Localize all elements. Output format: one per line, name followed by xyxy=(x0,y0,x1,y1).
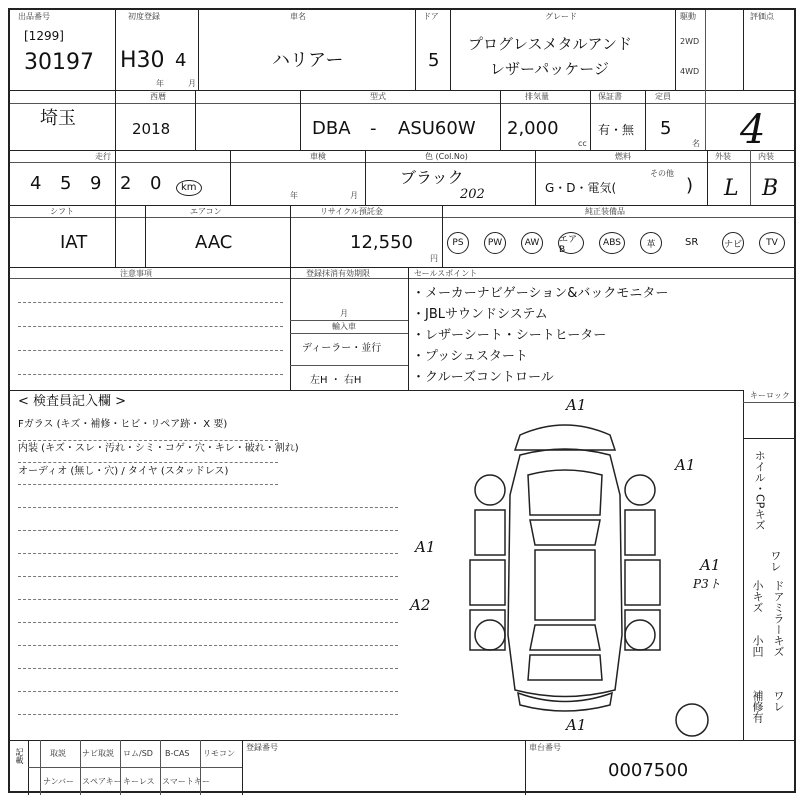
equipment-ps: PS xyxy=(447,232,469,254)
label-exterior: 外装 xyxy=(715,152,731,161)
label-katashiki: 型式 xyxy=(370,92,386,101)
recycle-fee: 12,550 xyxy=(350,232,413,253)
label-shift: シフト xyxy=(50,207,74,216)
inspection-interior: 内装 (キズ・スレ・汚れ・シミ・コゲ・穴・キレ・破れ・割れ) xyxy=(18,443,299,454)
footer-keyless: キーレス xyxy=(123,777,155,786)
label-keylock: キーロック xyxy=(750,391,790,400)
shift-type: IAT xyxy=(60,232,88,253)
equipment-leather: 革 xyxy=(640,232,662,254)
damage-mark: A2 xyxy=(410,596,431,614)
label-drive: 駆動 xyxy=(680,12,696,21)
sales-point-item: ・クルーズコントロール xyxy=(412,370,554,385)
damage-mark: A1 xyxy=(415,538,436,556)
aircon-type: AAC xyxy=(195,232,233,253)
lot-bracket: [1299] xyxy=(24,29,64,43)
chassis-number: 0007500 xyxy=(608,760,689,781)
fuel-close: ) xyxy=(686,175,694,196)
grade-line1: プログレスメタルアンド xyxy=(468,35,632,53)
region: 埼玉 xyxy=(40,108,76,129)
grade-line2: レザーパッケージ xyxy=(490,60,609,78)
label-first-reg: 初度登録 xyxy=(128,12,160,21)
label-sales-points: セールスポイント xyxy=(414,269,478,278)
lot-number: 30197 xyxy=(24,50,94,75)
color-name: ブラック xyxy=(400,168,464,187)
legend-mirror: ドアミラーキズ xyxy=(772,580,785,657)
equipment-navi: ナビ xyxy=(722,232,744,254)
label-eval: 評価点 xyxy=(750,12,774,21)
eval-score: 4 xyxy=(740,107,766,153)
damage-mark: A1 xyxy=(566,396,587,414)
label-seireki: 西暦 xyxy=(150,92,166,101)
sales-point-item: ・プッシュスタート xyxy=(412,349,528,364)
shaken-nen: 年 xyxy=(290,191,298,200)
equipment-abs: ABS xyxy=(599,232,625,254)
mileage-digit: 4 xyxy=(30,173,42,194)
import-hand: 左H ・ 右H xyxy=(310,375,362,386)
label-displacement: 排気量 xyxy=(525,92,549,101)
fuel-type: G・D・電気( xyxy=(545,181,617,195)
capacity: 5 xyxy=(660,118,672,139)
label-shaken: 車検 xyxy=(310,152,326,161)
model-code: ASU60W xyxy=(398,118,476,139)
equipment-airbag: エアB xyxy=(558,232,584,254)
sales-point-item: ・レザーシート・シートヒーター xyxy=(412,328,607,343)
inspection-fglass: Fガラス (キズ・補修・ヒビ・リペア跡・ X 要) xyxy=(18,419,228,430)
model-year: 2018 xyxy=(132,120,171,138)
label-equipment: 純正装備品 xyxy=(585,207,625,216)
model-prefix: DBA xyxy=(312,118,351,139)
footer-smart-key: スマートキー xyxy=(162,777,210,786)
equipment-aw: AW xyxy=(521,232,543,254)
mileage-digit: 2 xyxy=(120,173,132,194)
exterior-grade: L xyxy=(724,176,739,201)
interior-grade: B xyxy=(762,176,779,201)
model-dash: - xyxy=(370,118,377,139)
drive-4wd: 4WD xyxy=(680,67,700,76)
displacement: 2,000 xyxy=(507,118,559,139)
footer-navi-manual: ナビ取説 xyxy=(82,749,114,758)
damage-mark: A1 xyxy=(675,456,696,474)
era-year: H30 xyxy=(120,48,165,73)
mileage-digit: 0 xyxy=(150,173,162,194)
label-fuel: 燃料 xyxy=(615,152,631,161)
label-reg-no: 登録番号 xyxy=(246,743,278,752)
deadline-month: 月 xyxy=(340,309,348,318)
label-recycle: リサイクル預託金 xyxy=(320,207,383,216)
label-interior: 内装 xyxy=(758,152,774,161)
label-car-name: 車名 xyxy=(290,12,306,21)
legend-crack2: ワレ xyxy=(772,690,785,712)
spare-tire-icon xyxy=(672,700,712,740)
mileage-digit: 5 xyxy=(60,173,72,194)
footer-rom-sd: ロム/SD xyxy=(123,749,153,758)
auction-sheet xyxy=(8,8,796,793)
label-aircon: エアコン xyxy=(190,207,222,216)
footer-remote: リモコン xyxy=(203,749,235,758)
legend-repaired: 補修有 xyxy=(751,690,764,723)
legend-crack: ワレ xyxy=(769,550,782,572)
warranty: 有・無 xyxy=(598,123,635,137)
footer-side-label: 記載 xyxy=(15,748,24,764)
inspection-audio: オーディオ (無し・穴) / タイヤ (スタッドレス) xyxy=(18,466,229,477)
label-chassis: 車台番号 xyxy=(529,743,561,752)
label-doors: ドア xyxy=(423,12,439,21)
label-mileage: 走行 xyxy=(95,152,111,161)
shaken-tsuki: 月 xyxy=(350,191,358,200)
equipment-sr: SR xyxy=(685,237,699,248)
cc-unit: cc xyxy=(578,139,587,148)
door-count: 5 xyxy=(428,50,440,71)
damage-mark: A1 xyxy=(566,716,587,734)
legend-wheel: ホイル・CPキズ xyxy=(753,450,767,531)
car-damage-diagram xyxy=(450,405,680,735)
sales-point-item: ・メーカーナビゲーション&バックモニター xyxy=(412,286,669,301)
damage-mark: A1 xyxy=(700,556,721,574)
label-warranty: 保証書 xyxy=(598,92,622,101)
car-name: ハリアー xyxy=(272,50,344,71)
reg-month: 4 xyxy=(175,50,187,71)
import-dealer: ディーラー・並行 xyxy=(302,343,382,354)
mileage-digit: 9 xyxy=(90,173,102,194)
recycle-unit: 円 xyxy=(430,254,438,263)
equipment-tv: TV xyxy=(759,232,785,254)
fuel-other: その他 xyxy=(650,169,674,178)
legend-dent: 小凹 xyxy=(751,635,764,657)
drive-2wd: 2WD xyxy=(680,37,700,46)
label-capacity: 定員 xyxy=(655,92,671,101)
tsuki-unit: 月 xyxy=(188,79,196,88)
label-inspector: < 検査員記入欄 > xyxy=(18,394,127,409)
color-code: 202 xyxy=(460,187,485,202)
nen-unit: 年 xyxy=(156,79,164,88)
damage-mark: P3ト xyxy=(693,577,721,591)
label-grade: グレード xyxy=(545,12,577,21)
label-color: 色 (Col.No) xyxy=(425,152,468,161)
footer-spare-key: スペアキー xyxy=(82,777,122,786)
equipment-pw: PW xyxy=(484,232,506,254)
label-notes: 注意事項 xyxy=(120,269,152,278)
footer-bcas: B-CAS xyxy=(165,749,190,758)
capacity-unit: 名 xyxy=(692,139,700,148)
label-reg-deadline: 登録抹消有効期限 xyxy=(306,269,370,278)
label-import: 輸入車 xyxy=(332,322,356,331)
sales-point-item: ・JBLサウンドシステム xyxy=(412,307,548,322)
mileage-unit: km xyxy=(176,180,202,196)
label-auction-no: 出品番号 xyxy=(18,12,50,21)
footer-number: ナンバー xyxy=(43,777,75,786)
legend-small-scratch: 小キズ xyxy=(751,580,764,613)
footer-manual: 取説 xyxy=(50,749,66,758)
